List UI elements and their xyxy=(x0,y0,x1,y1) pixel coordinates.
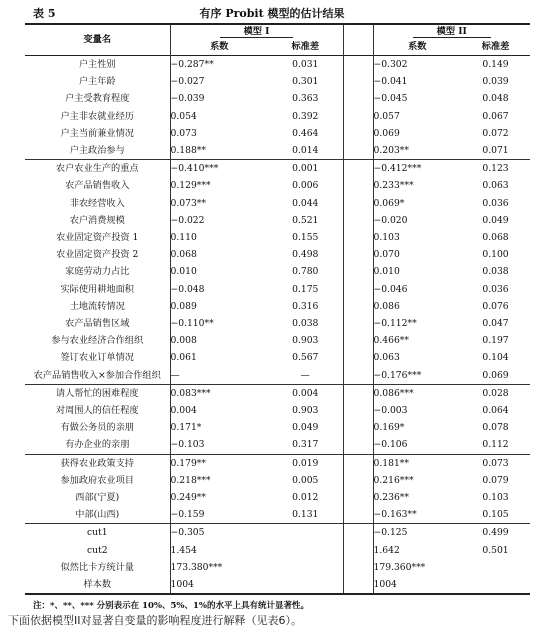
gap-cell xyxy=(343,263,373,280)
gap-cell xyxy=(343,108,373,125)
variable-name-cell: 对周围人的信任程度 xyxy=(25,402,170,419)
variable-name-cell: 户主性别 xyxy=(25,56,170,74)
model1-coef-cell: 0.004 xyxy=(170,405,197,417)
model1-se-cell: 0.014 xyxy=(268,142,343,160)
variable-name-cell: 户主政治参与 xyxy=(25,142,170,160)
variable-name-cell: 农户消费规模 xyxy=(25,212,170,229)
model1-coef-cell: 0.068 xyxy=(170,249,197,261)
model1-se-header: 标准差 xyxy=(268,39,343,56)
model1-se-cell: 0.567 xyxy=(268,349,343,366)
model1-coef-cell: −0.027 xyxy=(170,76,205,88)
table-row xyxy=(25,229,530,246)
gap-cell xyxy=(343,90,373,107)
variable-name-cell: 农业固定资产投资 2 xyxy=(25,246,170,263)
variable-name-cell: 西部(宁夏) xyxy=(25,489,170,506)
model1-coef-cell: 0.073 xyxy=(170,127,197,139)
model2-se-cell: 0.049 xyxy=(482,214,509,226)
variable-name-cell: 签订农业订单情况 xyxy=(25,349,170,366)
model1-se-cell: 0.155 xyxy=(268,229,343,246)
model2-se-cell: 0.112 xyxy=(482,439,509,451)
gap-cell xyxy=(343,195,373,212)
model2-coef-cell: −0.112** xyxy=(373,318,417,330)
model1-coef-cell: 0.188** xyxy=(170,145,206,157)
model1-coef-cell: 0.218*** xyxy=(170,474,211,486)
model1-coef-header: 系数 xyxy=(210,41,229,52)
variable-name-cell: 户主受教育程度 xyxy=(25,90,170,107)
variable-name-cell: 有做公务员的亲朋 xyxy=(25,419,170,436)
model2-se-cell xyxy=(461,576,530,594)
model1-coef-cell: −0.305 xyxy=(170,524,268,542)
model1-se-cell: 0.019 xyxy=(268,454,343,472)
model2-coef-cell: −0.302 xyxy=(373,59,408,70)
model1-se-cell: 0.392 xyxy=(268,108,343,125)
model1-coef-cell: −0.022 xyxy=(170,214,205,226)
model2-se-cell: 0.067 xyxy=(482,110,509,122)
model1-coef-cell: −0.287** xyxy=(170,59,214,70)
model1-se-cell xyxy=(268,576,343,594)
model1-se-cell: 0.004 xyxy=(268,384,343,402)
table-row xyxy=(25,125,530,142)
gap-cell xyxy=(343,349,373,366)
model1-se-cell: 0.498 xyxy=(268,246,343,263)
model2-coef-cell: 179.360*** xyxy=(373,561,426,573)
gap-cell xyxy=(343,281,373,298)
model2-se-cell: 0.036 xyxy=(482,197,509,209)
model1-coef-cell: 173.380*** xyxy=(170,561,223,573)
gap-cell xyxy=(343,212,373,229)
model1-coef-cell: 1.454 xyxy=(170,544,197,556)
model2-se-cell: 0.103 xyxy=(482,492,509,504)
gap-cell xyxy=(343,542,373,559)
table-title: 有序 Probit 模型的估计结果 xyxy=(199,7,345,20)
model2-coef-cell: 0.069* xyxy=(373,197,405,209)
model1-coef-cell: 0.010 xyxy=(170,266,197,278)
model1-coef-cell: 0.073** xyxy=(170,197,206,209)
model1-se-cell: 0.049 xyxy=(268,419,343,436)
model2-se-cell: 0.078 xyxy=(482,422,509,434)
gap-cell xyxy=(343,332,373,349)
model2-se-cell: 0.038 xyxy=(482,266,509,278)
variable-name-cell: 非农经营收入 xyxy=(25,195,170,212)
gap-cell xyxy=(343,436,373,454)
model1-se-cell: 0.780 xyxy=(268,263,343,280)
gap-cell xyxy=(343,160,373,178)
table-row xyxy=(25,402,530,419)
model2-coef-cell: −0.041 xyxy=(373,76,408,88)
gap-cell xyxy=(343,472,373,489)
variable-name-cell: 实际使用耕地面积 xyxy=(25,281,170,298)
model2-coef-cell: 0.086*** xyxy=(373,384,461,402)
model1-se-cell: 0.316 xyxy=(268,298,343,315)
gap-cell xyxy=(343,454,373,472)
model1-se-cell: 0.175 xyxy=(268,281,343,298)
table-row xyxy=(25,56,530,74)
model2-coef-cell: 0.069 xyxy=(373,127,400,139)
model1-se-cell: 0.038 xyxy=(268,315,343,332)
model2-se-cell: 0.071 xyxy=(482,145,509,157)
table-row xyxy=(25,90,530,107)
header-gap xyxy=(343,24,373,39)
table-row xyxy=(25,298,530,315)
model2-coef-cell: 0.063 xyxy=(373,352,400,364)
table-row xyxy=(25,281,530,298)
model2-coef-cell: −0.003 xyxy=(373,405,408,417)
gap-cell xyxy=(343,73,373,90)
model1-se-cell: 0.903 xyxy=(268,402,343,419)
model2-coef-cell: −0.125 xyxy=(373,524,461,542)
model2-se-cell: 0.064 xyxy=(482,405,509,417)
model1-se-cell: 0.131 xyxy=(268,506,343,524)
variable-name-cell: 农产品销售区域 xyxy=(25,315,170,332)
model2-coef-cell: −0.412*** xyxy=(373,160,461,178)
table-row xyxy=(25,332,530,349)
table-row xyxy=(25,506,530,524)
model2-coef-cell: 1.642 xyxy=(373,544,400,556)
model1-coef-cell: 0.008 xyxy=(170,335,197,347)
model2-se-cell: 0.197 xyxy=(482,335,509,347)
model1-se-cell: 0.012 xyxy=(268,489,343,506)
model2-se-cell: 0.123 xyxy=(461,160,530,178)
model2-se-cell: 0.149 xyxy=(482,59,509,70)
model2-coef-cell: −0.106 xyxy=(373,439,408,451)
variable-name-cell: 获得农业政策支持 xyxy=(25,454,170,472)
gap-cell xyxy=(343,506,373,524)
table-row xyxy=(25,489,530,506)
model1-coef-cell: 0.110 xyxy=(170,232,197,244)
table-row xyxy=(25,73,530,90)
model1-se-cell: 0.521 xyxy=(268,212,343,229)
variable-name-cell: 样本数 xyxy=(25,576,170,594)
gap-cell xyxy=(343,576,373,594)
table-row xyxy=(25,436,530,454)
table-row xyxy=(25,212,530,229)
table-row xyxy=(25,542,530,559)
gap-cell xyxy=(343,177,373,194)
model1-se-cell: 0.006 xyxy=(268,177,343,194)
table-row xyxy=(25,195,530,212)
model2-coef-cell: 0.216*** xyxy=(373,474,414,486)
model2-coef-cell: 0.103 xyxy=(373,232,400,244)
model2-se-cell: 0.069 xyxy=(482,369,509,381)
model2-se-cell: 0.100 xyxy=(482,249,509,261)
gap-cell xyxy=(343,298,373,315)
model1-coef-cell: 0.249** xyxy=(170,492,206,504)
model2-coef-cell: 0.233*** xyxy=(373,180,414,192)
table-row xyxy=(25,559,530,576)
table-row xyxy=(25,367,530,385)
model2-se-cell: 0.072 xyxy=(482,127,509,139)
model1-se-cell: 0.001 xyxy=(268,160,343,178)
model1-coef-cell: 1004 xyxy=(170,576,268,594)
table-row xyxy=(25,349,530,366)
gap-cell xyxy=(343,367,373,385)
model2-se-cell: 0.028 xyxy=(461,384,530,402)
results-table xyxy=(25,23,530,595)
model1-se-cell: 0.044 xyxy=(268,195,343,212)
variable-name-cell: 户主年龄 xyxy=(25,73,170,90)
model1-se-cell: 0.301 xyxy=(268,73,343,90)
model1-se-cell xyxy=(268,524,343,542)
model1-coef-cell: −0.159 xyxy=(170,509,205,521)
variable-name-cell: 参加政府农业项目 xyxy=(25,472,170,489)
gap-cell xyxy=(343,384,373,402)
table-row xyxy=(25,108,530,125)
model1-coef-cell: −0.039 xyxy=(170,93,205,105)
model1-coef-cell: — xyxy=(170,369,180,381)
table-number: 表 5 xyxy=(33,7,56,20)
table-row xyxy=(25,524,530,542)
significance-note: 注：*、**、*** 分别表示在 10%、5%、1%的水平上具有统计显著性。 xyxy=(33,601,309,611)
table-row xyxy=(25,472,530,489)
variable-name-cell: 农业固定资产投资 1 xyxy=(25,229,170,246)
model2-se-cell: 0.036 xyxy=(482,283,509,295)
model1-coef-cell: 0.129*** xyxy=(170,180,211,192)
model1-coef-cell: 0.061 xyxy=(170,352,197,364)
table-row xyxy=(25,142,530,160)
variable-name-cell: 家庭劳动力占比 xyxy=(25,263,170,280)
model2-coef-cell: −0.176*** xyxy=(373,369,422,381)
model2-coef-cell: 0.466** xyxy=(373,335,409,347)
model2-se-cell: 0.063 xyxy=(482,180,509,192)
model2-coef-cell: 0.070 xyxy=(373,249,400,261)
variable-name-cell: cut1 xyxy=(25,524,170,542)
table-row xyxy=(25,246,530,263)
model2-coef-cell: −0.020 xyxy=(373,214,408,226)
model2-se-cell: 0.073 xyxy=(461,454,530,472)
model1-coef-cell: −0.048 xyxy=(170,283,205,295)
variable-name-cell: 农户农业生产的重点 xyxy=(25,160,170,178)
model2-coef-cell: 0.169* xyxy=(373,422,405,434)
model2-se-cell: 0.079 xyxy=(482,474,509,486)
gap-cell xyxy=(343,246,373,263)
model2-se-cell: 0.501 xyxy=(482,544,509,556)
model1-coef-cell: 0.089 xyxy=(170,300,197,312)
model1-coef-cell: −0.103 xyxy=(170,439,205,451)
model1-coef-cell: 0.171* xyxy=(170,422,202,434)
model2-se-cell: 0.499 xyxy=(461,524,530,542)
model1-se-cell xyxy=(268,542,343,559)
model1-se-cell: 0.903 xyxy=(268,332,343,349)
model2-se-cell: 0.076 xyxy=(482,300,509,312)
table-row xyxy=(25,576,530,594)
model2-se-cell: 0.068 xyxy=(482,232,509,244)
table-row xyxy=(25,177,530,194)
model2-header: 模型 II xyxy=(373,24,530,39)
model2-se-cell: 0.047 xyxy=(482,318,509,330)
variable-name-cell: cut2 xyxy=(25,542,170,559)
gap-cell xyxy=(343,524,373,542)
model2-coef-cell: −0.046 xyxy=(373,283,408,295)
table-row xyxy=(25,263,530,280)
model1-coef-cell: 0.179** xyxy=(170,454,268,472)
model2-coef-cell: 0.181** xyxy=(373,454,461,472)
gap-cell xyxy=(343,142,373,160)
variable-header: 变量名 xyxy=(25,24,170,56)
model2-se-cell: 0.048 xyxy=(482,93,509,105)
variable-name-cell: 土地流转情况 xyxy=(25,298,170,315)
model2-coef-cell: 0.010 xyxy=(373,266,400,278)
model2-coef-header: 系数 xyxy=(408,41,427,52)
model2-coef-cell: −0.045 xyxy=(373,93,408,105)
model2-se-cell: 0.104 xyxy=(482,352,509,364)
variable-name-cell: 似然比卡方统计量 xyxy=(25,559,170,576)
variable-name-cell: 农产品销售收入×参加合作组织 xyxy=(25,367,170,385)
gap-cell xyxy=(343,56,373,74)
model1-se-cell: 0.005 xyxy=(268,472,343,489)
model2-coef-cell: 0.086 xyxy=(373,300,400,312)
gap-cell xyxy=(343,402,373,419)
table-row xyxy=(25,419,530,436)
model1-se-cell: 0.363 xyxy=(268,90,343,107)
model1-se-cell: 0.464 xyxy=(268,125,343,142)
gap-cell xyxy=(343,315,373,332)
model1-coef-cell: −0.410*** xyxy=(170,160,268,178)
gap-cell xyxy=(343,229,373,246)
table-row xyxy=(25,315,530,332)
header-row-models xyxy=(25,24,530,39)
model2-coef-cell: 0.057 xyxy=(373,110,400,122)
footer-text: 下面依据模型II对显著自变量的影响程度进行解释（见表6）。 xyxy=(8,614,302,627)
variable-name-cell: 中部(山西) xyxy=(25,506,170,524)
gap-cell xyxy=(343,125,373,142)
variable-name-cell: 有办企业的亲朋 xyxy=(25,436,170,454)
model2-se-cell: 0.039 xyxy=(482,76,509,88)
model2-coef-cell: 0.203** xyxy=(373,145,409,157)
gap-cell xyxy=(343,559,373,576)
variable-name-cell: 户主当前兼业情况 xyxy=(25,125,170,142)
model2-coef-cell: 1004 xyxy=(373,576,461,594)
variable-name-cell: 户主非农就业经历 xyxy=(25,108,170,125)
model1-coef-cell: 0.054 xyxy=(170,110,197,122)
model1-coef-cell: 0.083*** xyxy=(170,384,268,402)
table-row xyxy=(25,384,530,402)
gap-cell xyxy=(343,489,373,506)
model1-se-cell: 0.031 xyxy=(268,56,343,74)
variable-name-cell: 参与农业经济合作组织 xyxy=(25,332,170,349)
model1-header: 模型 I xyxy=(170,24,343,39)
model1-se-cell: 0.317 xyxy=(268,436,343,454)
model2-se-cell xyxy=(461,559,530,576)
table-row xyxy=(25,160,530,178)
model2-coef-cell: −0.163** xyxy=(373,509,417,521)
gap-cell xyxy=(343,419,373,436)
model2-se-cell: 0.105 xyxy=(482,509,509,521)
model1-se-cell xyxy=(268,559,343,576)
model1-se-cell: — xyxy=(268,367,343,385)
model2-se-header: 标准差 xyxy=(481,41,510,52)
model1-coef-cell: −0.110** xyxy=(170,318,214,330)
variable-name-cell: 农产品销售收入 xyxy=(25,177,170,194)
model2-coef-cell: 0.236** xyxy=(373,492,409,504)
variable-name-cell: 请人帮忙的困难程度 xyxy=(25,384,170,402)
header-gap xyxy=(343,39,373,56)
table-row xyxy=(25,454,530,472)
results-body xyxy=(25,56,530,595)
